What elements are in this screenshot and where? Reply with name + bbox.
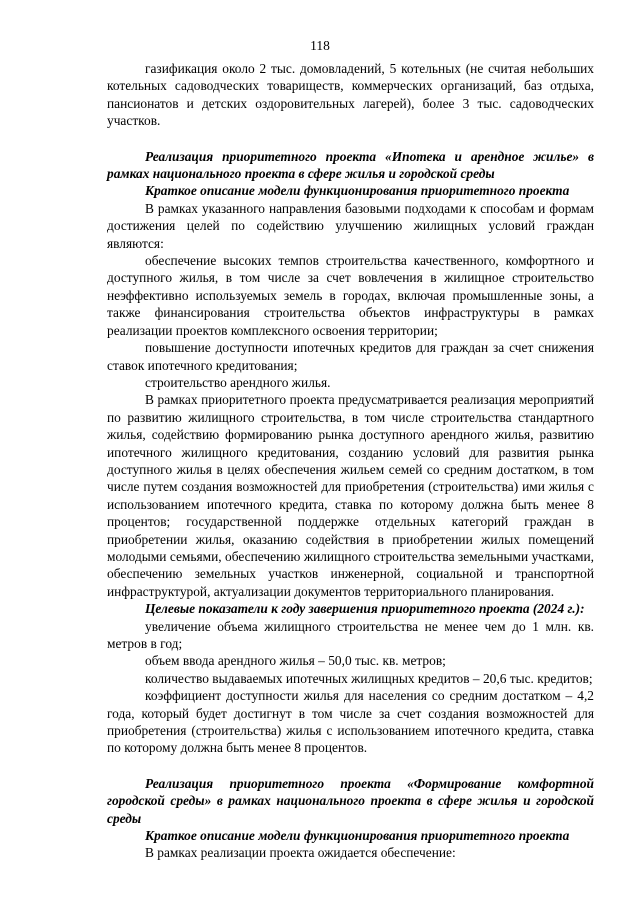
page-number: 118 bbox=[310, 38, 330, 53]
paragraph-construction-rates: обеспечение высоких темпов строительства качественного, комфортного и доступного жилья, в том числе за счет вовлечения в жилищное строительство неэффективно используемых земель в городах, включая промышленные зоны, а также финансирования строительства объектов инфраструктуры в рамках реализации проектов комплексного освоения территории; bbox=[107, 253, 594, 338]
paragraph-mortgage-count: количество выдаваемых ипотечных жилищных кредитов – 20,6 тыс. кредитов; bbox=[145, 670, 593, 686]
heading-urban-environment-project: Реализация приоритетного проекта «Формирование комфортной городской среды» в рамках национального проекта в сфере жилья и городской среды bbox=[107, 775, 594, 826]
subheading-model-description-2: Краткое описание модели функционирования приоритетного проекта bbox=[145, 828, 570, 844]
paragraph-approaches: В рамках указанного направления базовыми подходами к способам и формам достижения целей по содействию улучшению жилищных условий граждан являются: bbox=[107, 200, 594, 251]
paragraph-construction-volume: увеличение объема жилищного строительства не менее чем до 1 млн. кв. метров в год; bbox=[107, 618, 594, 651]
paragraph-rental-housing: строительство арендного жилья. bbox=[145, 374, 331, 390]
paragraph-project-measures: В рамках приоритетного проекта предусматривается реализация мероприятий по развитию жилищного строительства, в том числе строительства стандартного жилья, содействию формированию рынка доступного арендного жилья, развитию ипотечного жилищного кредитования, созданию условий для развития рынка доступного жилья в целях обеспечения жильем семей со средним достатком, в том числе путем создания возможностей для приобретения (строительства) ими жилья с использованием ипотечного кредита, ставка по которому должна быть менее 8 процентов; государственной поддержке отдельных категорий граждан в приобретении жилья, оказанию содействия в приобретении жилых помещений молодыми семьями, обеспечению жилищного строительства земельными участками, обеспечению земельных участков инженерной, социальной и транспортной инфраструктурой, актуализации документов территориального планирования. bbox=[107, 392, 594, 599]
paragraph-gasification: газификация около 2 тыс. домовладений, 5 котельных (не считая небольших котельных садоводческих товариществ, коммерческих организаций, баз отдыха, пансионатов и детских оздоровительных лагерей), более 3 тыс. садоводческих участков. bbox=[107, 61, 594, 129]
section-gap bbox=[107, 757, 594, 775]
paragraph-affordability-coefficient: коэффициент доступности жилья для населения со средним достатком – 4,2 года, который будет достигнут в том числе за счет создания возможностей для приобретения (строительства) жилья с использованием ипотечного кредита, ставка по которому должна быть менее 8 процентов. bbox=[107, 688, 594, 756]
section-gap bbox=[107, 130, 594, 148]
heading-mortgage-project: Реализация приоритетного проекта «Ипотека и арендное жилье» в рамках национального проекта в сфере жилья и городской среды bbox=[107, 148, 594, 182]
paragraph-mortgage-availability: повышение доступности ипотечных кредитов для граждан за счет снижения ставок ипотечного кредитования; bbox=[107, 340, 594, 373]
document-body bbox=[107, 60, 594, 862]
heading-target-indicators: Целевые показатели к году завершения приоритетного проекта (2024 г.): bbox=[145, 601, 585, 617]
subheading-model-description: Краткое описание модели функционирования приоритетного проекта bbox=[145, 183, 570, 199]
paragraph-expected-provision: В рамках реализации проекта ожидается обеспечение: bbox=[145, 845, 456, 861]
paragraph-rental-volume: объем ввода арендного жилья – 50,0 тыс. кв. метров; bbox=[145, 653, 446, 669]
